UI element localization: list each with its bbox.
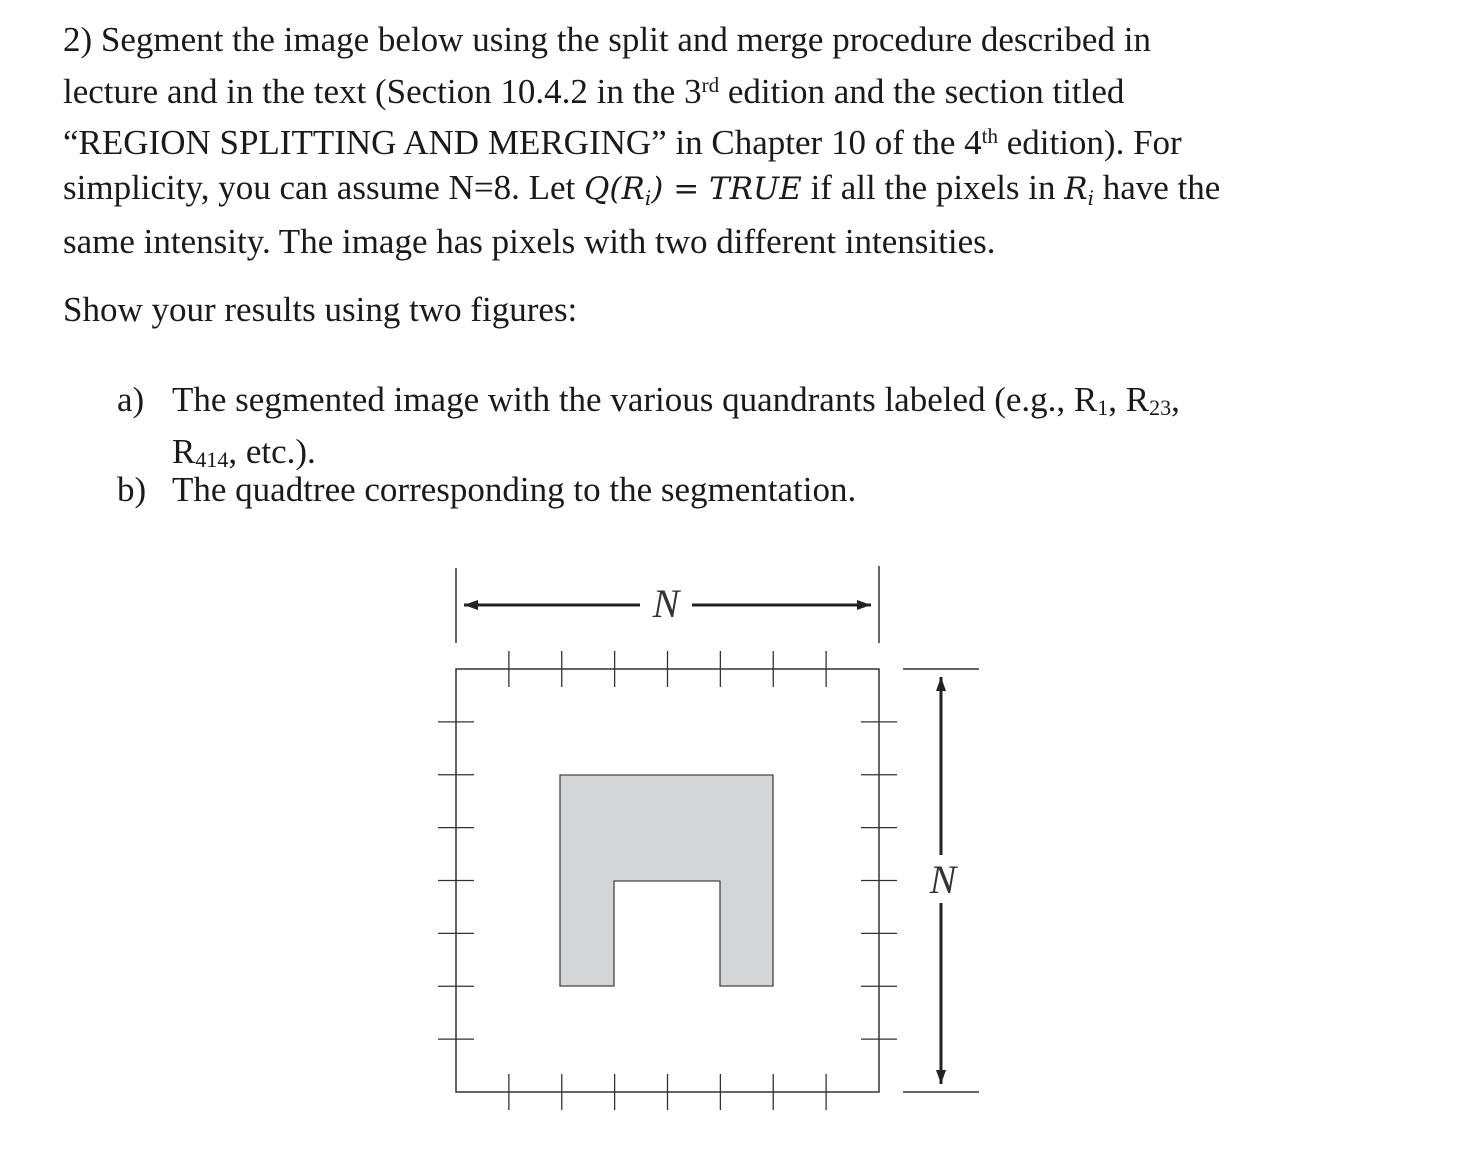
list-item-a: a) The segmented image with the various quandrants labeled (e.g., R1, R23, R414, etc.). xyxy=(117,380,1180,472)
problem-line-5: same intensity. The image has pixels with two different intensities. xyxy=(63,222,996,262)
item-marker-a: a) xyxy=(117,380,145,419)
problem-line-2: lecture and in the text (Section 10.4.2 in the 3rd edition and the section titled xyxy=(63,71,1125,111)
problem-line-3: “REGION SPLITTING AND MERGING” in Chapter 10 of the 4th edition). For xyxy=(63,123,1182,163)
region-ri: $R_i$ xyxy=(1064,170,1095,210)
right-n-label: N xyxy=(929,857,957,902)
top-n-label: N xyxy=(652,581,680,626)
instructions: Show your results using two figures: xyxy=(63,290,578,329)
list-item-b: b) The quadtree corresponding to the segmentation. xyxy=(117,468,856,512)
right-dimension xyxy=(903,669,979,1092)
item-marker-b: b) xyxy=(117,470,147,509)
gray-shape xyxy=(560,775,773,986)
top-dimension xyxy=(456,566,879,643)
problem-line-4: simplicity, you can assume N=8. Let $Q(R_i)$ = TRUE if all the pixels in $R_i$ have the xyxy=(63,167,1221,210)
predicate-q: $Q(R_i)$ = TRUE xyxy=(583,170,802,210)
problem-line-1: 2) Segment the image below using the split and merge procedure described in xyxy=(63,20,1151,59)
